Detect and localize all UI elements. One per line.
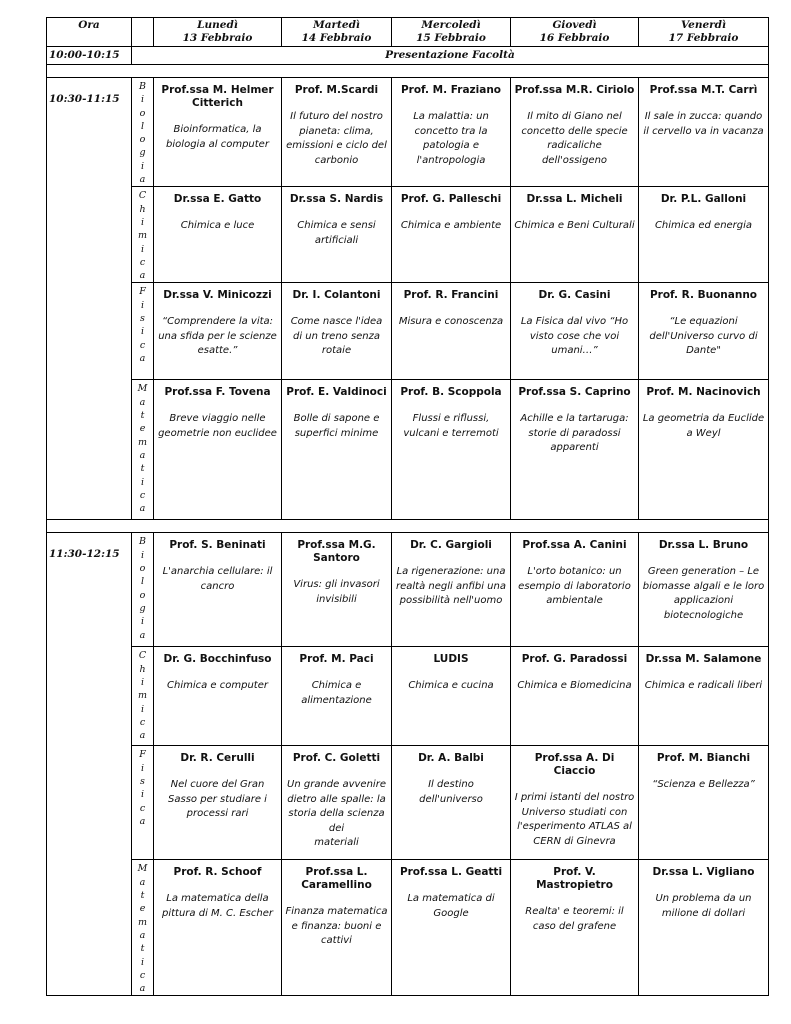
lecturer-name: Prof. R. Francini bbox=[403, 289, 499, 302]
lecture-cell bbox=[282, 860, 392, 996]
lecture-topic: Chimica ed energia bbox=[654, 220, 753, 232]
lecture-topic: Chimica e cucina bbox=[408, 680, 494, 692]
subject-letter: t bbox=[140, 890, 145, 902]
header-subject-spacer bbox=[132, 18, 154, 47]
lecture-cell bbox=[282, 380, 392, 520]
lecturer-name: Prof.ssa A. Canini bbox=[522, 539, 627, 552]
subject-letter: a bbox=[139, 449, 146, 461]
lecture-topic: “Comprendere la vita: una sfida per le scienze esatte.” bbox=[158, 316, 277, 357]
lecture-cell bbox=[154, 533, 282, 647]
lecturer-name: Prof. C. Goletti bbox=[292, 752, 381, 765]
lecture-cell bbox=[282, 533, 392, 647]
lecture-topic: Realta' e teoremi: il caso del grafene bbox=[525, 906, 624, 932]
day-name: Giovedì bbox=[552, 19, 597, 31]
schedule-row bbox=[47, 187, 769, 283]
subject-letter: h bbox=[139, 663, 146, 675]
lecturer-name: Prof.ssa S. Caprino bbox=[518, 386, 631, 399]
lecturer-name: Dr.ssa M. Salamone bbox=[645, 653, 762, 666]
lecture-cell bbox=[511, 187, 639, 283]
subject-letter: h bbox=[139, 203, 146, 215]
subject-label bbox=[132, 78, 154, 187]
subject-letter: c bbox=[139, 716, 146, 728]
lecture-cell bbox=[511, 746, 639, 860]
subject-letter: o bbox=[139, 589, 146, 601]
lecturer-name: Dr.ssa V. Minicozzi bbox=[163, 289, 272, 302]
subject-letter: a bbox=[139, 396, 146, 408]
subject-letter: m bbox=[137, 436, 147, 448]
subject-letter: i bbox=[140, 677, 145, 689]
subject-letter: a bbox=[139, 929, 146, 941]
lecture-cell bbox=[154, 746, 282, 860]
lecturer-name: Dr.ssa L. Micheli bbox=[526, 193, 623, 206]
lecture-topic: Il mito di Giano nel concetto delle specie radicaliche dell'ossigeno bbox=[521, 111, 628, 166]
lecture-cell bbox=[392, 187, 511, 283]
header-day-4 bbox=[639, 18, 769, 47]
lecture-topic: Green generation – Le biomasse algali e le loro applicazioni biotecnologiche bbox=[642, 566, 765, 621]
schedule-row bbox=[47, 78, 769, 187]
lecturer-name: Prof.ssa M.T. Carrì bbox=[649, 84, 758, 96]
subject-letter: M bbox=[137, 863, 148, 875]
lecturer-name: Prof. M. Fraziano bbox=[400, 84, 502, 96]
schedule-row bbox=[47, 380, 769, 520]
header-day-1 bbox=[282, 18, 392, 47]
slot-separator bbox=[47, 520, 769, 533]
subject-label bbox=[132, 647, 154, 746]
day-name: Martedì bbox=[313, 19, 360, 31]
slot-separator bbox=[47, 65, 769, 78]
header-ora-label: Ora bbox=[78, 19, 100, 31]
subject-letter: c bbox=[139, 489, 146, 501]
lecture-topic: Breve viaggio nelle geometrie non euclidee bbox=[158, 413, 277, 439]
subject-letter: m bbox=[137, 230, 147, 242]
lecture-cell bbox=[282, 78, 392, 187]
lecture-cell bbox=[639, 647, 769, 746]
lecturer-name: Dr.ssa S. Nardis bbox=[289, 193, 384, 206]
lecture-cell bbox=[639, 533, 769, 647]
lecture-cell bbox=[639, 860, 769, 996]
subject-letter: i bbox=[140, 94, 145, 106]
lecture-cell bbox=[282, 283, 392, 380]
subject-letter: B bbox=[139, 81, 146, 92]
day-date: 17 Febbraio bbox=[668, 32, 739, 44]
subject-letter: a bbox=[139, 174, 146, 186]
lecturer-name: Prof.ssa M. Helmer Citterich bbox=[161, 84, 274, 109]
subject-letter: a bbox=[139, 270, 146, 282]
schedule-table bbox=[46, 17, 769, 996]
day-name: Mercoledì bbox=[421, 19, 481, 31]
subject-letter: g bbox=[139, 147, 146, 159]
lecture-topic: L'anarchia cellulare: il cancro bbox=[162, 566, 273, 592]
lecture-topic: Chimica e radicali liberi bbox=[644, 680, 763, 692]
lecture-cell bbox=[639, 380, 769, 520]
lecturer-name: Dr.ssa E. Gatto bbox=[173, 193, 262, 206]
day-date: 15 Febbraio bbox=[416, 32, 486, 44]
lecture-topic: Come nasce l'idea di un treno senza rotaie bbox=[290, 316, 383, 357]
day-date: 14 Febbraio bbox=[301, 32, 372, 44]
lecturer-name: Prof. E. Valdinoci bbox=[286, 386, 387, 399]
lecture-topic: “Le equazioni dell'Universo curvo di Dante" bbox=[649, 316, 758, 357]
subject-letter: m bbox=[137, 690, 147, 702]
lecturer-name: Prof.ssa L. Geatti bbox=[399, 866, 503, 879]
subject-letter: i bbox=[140, 299, 145, 311]
subject-letter: t bbox=[140, 943, 145, 955]
lecture-topic: Bolle di sapone e superfici minime bbox=[293, 413, 380, 439]
lecturer-name: Dr. R. Cerulli bbox=[180, 752, 255, 765]
subject-letter: l bbox=[140, 120, 145, 132]
lecture-cell bbox=[392, 78, 511, 187]
lecturer-name: Prof.ssa A. Di Ciaccio bbox=[534, 752, 615, 778]
lecturer-name: Prof. G. Palleschi bbox=[400, 193, 502, 206]
lecture-topic: Un problema da un milione di dollari bbox=[655, 893, 752, 919]
lecturer-name: Prof.ssa F. Tovena bbox=[164, 386, 271, 399]
slot-separator-cell bbox=[47, 520, 769, 533]
subject-label bbox=[132, 746, 154, 860]
lecturer-name: LUDIS bbox=[433, 653, 469, 666]
lecture-cell bbox=[639, 746, 769, 860]
lecturer-name: Prof. S. Beninati bbox=[169, 539, 266, 552]
lecturer-name: Prof. R. Buonanno bbox=[649, 289, 758, 302]
lecture-cell bbox=[154, 647, 282, 746]
schedule-row bbox=[47, 283, 769, 380]
subject-letter: a bbox=[139, 815, 146, 827]
subject-letter: i bbox=[140, 476, 145, 488]
lecture-cell bbox=[511, 860, 639, 996]
lecture-cell bbox=[511, 647, 639, 746]
subject-letter: a bbox=[139, 983, 146, 995]
lecturer-name: Dr. G. Bocchinfuso bbox=[163, 653, 272, 666]
lecture-cell bbox=[392, 746, 511, 860]
subject-letter: i bbox=[140, 762, 145, 774]
lecturer-name: Prof. M. Bianchi bbox=[656, 752, 751, 765]
lecture-cell bbox=[154, 78, 282, 187]
lecture-topic: Chimica e luce bbox=[180, 220, 255, 232]
subject-letter: m bbox=[137, 916, 147, 928]
presentation-time: 10:00-10:15 bbox=[47, 47, 132, 65]
lecture-cell bbox=[282, 746, 392, 860]
lecture-cell bbox=[511, 380, 639, 520]
lecture-topic: Chimica e ambiente bbox=[400, 220, 502, 232]
lecturer-name: Prof. G. Paradossi bbox=[521, 653, 628, 666]
lecture-topic: La matematica della pittura di M. C. Escher bbox=[162, 893, 273, 919]
subject-letter: M bbox=[137, 383, 148, 395]
lecture-topic: La matematica di Google bbox=[407, 893, 495, 919]
header-day-0 bbox=[154, 18, 282, 47]
lecturer-name: Prof. R. Schoof bbox=[173, 866, 262, 879]
lecturer-name: Dr. P.L. Galloni bbox=[660, 193, 747, 206]
subject-letter: a bbox=[139, 876, 146, 888]
header-row bbox=[47, 18, 769, 47]
slot-separator-cell bbox=[47, 65, 769, 78]
subject-letter: c bbox=[139, 969, 146, 981]
subject-letter: i bbox=[140, 243, 145, 255]
subject-letter: i bbox=[140, 549, 145, 561]
subject-letter: l bbox=[140, 576, 145, 588]
subject-letter: c bbox=[139, 339, 146, 351]
lecture-cell bbox=[392, 283, 511, 380]
subject-letter: c bbox=[139, 802, 146, 814]
lecture-cell bbox=[154, 860, 282, 996]
subject-label bbox=[132, 860, 154, 996]
subject-letter: e bbox=[139, 903, 146, 915]
subject-letter: B bbox=[139, 536, 146, 548]
subject-letter: i bbox=[140, 326, 145, 338]
subject-letter: i bbox=[140, 703, 145, 715]
lecture-cell bbox=[392, 860, 511, 996]
header-day-3 bbox=[511, 18, 639, 47]
lecture-topic: Il futuro del nostro pianeta: clima, emissioni e ciclo del carbonio bbox=[286, 111, 387, 166]
lecture-cell bbox=[392, 533, 511, 647]
lecture-topic: L'orto botanico: un esempio di laboratorio ambientale bbox=[518, 566, 631, 607]
schedule-row bbox=[47, 746, 769, 860]
lecture-cell bbox=[511, 533, 639, 647]
lecturer-name: Prof. B. Scoppola bbox=[400, 386, 502, 399]
slot-time: 10:30-11:15 bbox=[47, 78, 132, 520]
subject-letter: e bbox=[139, 423, 146, 435]
subject-label bbox=[132, 187, 154, 283]
subject-letter: C bbox=[138, 190, 147, 202]
subject-letter: s bbox=[140, 776, 145, 788]
subject-letter: i bbox=[140, 616, 145, 628]
lecturer-name: Prof. V. Mastropietro bbox=[536, 866, 613, 892]
lecture-topic: Chimica e Beni Culturali bbox=[514, 220, 635, 232]
lecture-topic: La malattia: un concetto tra la patologia e l'antropologia bbox=[413, 111, 489, 166]
lecture-topic: “Scienza e Bellezza” bbox=[652, 779, 755, 791]
lecturer-name: Dr.ssa L. Vigliano bbox=[652, 866, 755, 879]
lecturer-name: Dr. C. Gargioli bbox=[410, 539, 492, 552]
lecture-topic: Bioinformatica, la biologia al computer bbox=[166, 124, 269, 150]
lecture-cell bbox=[639, 283, 769, 380]
day-date: 16 Febbraio bbox=[539, 32, 610, 44]
subject-letter: g bbox=[139, 602, 146, 614]
subject-letter: C bbox=[138, 650, 147, 662]
subject-letter: a bbox=[139, 503, 146, 515]
lecturer-name: Prof.ssa M.R. Ciriolo bbox=[514, 84, 635, 96]
day-date: 13 Febbraio bbox=[182, 32, 253, 44]
lecture-cell bbox=[511, 78, 639, 187]
subject-letter: F bbox=[139, 749, 146, 761]
subject-letter: a bbox=[139, 730, 146, 742]
presentation-label: Presentazione Facoltà bbox=[132, 47, 769, 65]
lecture-topic: Il destino dell'universo bbox=[419, 779, 483, 805]
lecturer-name: Prof. M. Nacinovich bbox=[646, 386, 761, 399]
subject-letter: t bbox=[140, 463, 145, 475]
lecturer-name: Dr.ssa L. Bruno bbox=[658, 539, 749, 552]
lecturer-name: Prof.ssa L. Caramellino bbox=[301, 866, 372, 892]
lecture-topic: Chimica e Biomedicina bbox=[517, 680, 632, 692]
lecture-cell bbox=[154, 380, 282, 520]
lecture-cell bbox=[392, 647, 511, 746]
lecture-topic: Un grande avvenire dietro alle spalle: la storia della scienza dei materiali bbox=[287, 779, 386, 849]
subject-letter: F bbox=[139, 286, 146, 298]
subject-letter: t bbox=[140, 410, 145, 422]
schedule-row bbox=[47, 860, 769, 996]
subject-letter: c bbox=[139, 256, 146, 268]
lecture-cell bbox=[511, 283, 639, 380]
lecture-topic: Misura e conoscenza bbox=[398, 316, 504, 328]
schedule-row bbox=[47, 533, 769, 647]
lecture-topic: Achille e la tartaruga: storie di paradossi apparenti bbox=[520, 413, 629, 454]
subject-letter: i bbox=[140, 160, 145, 172]
subject-label bbox=[132, 533, 154, 647]
lecture-topic: La rigenerazione: una realtà negli anfibi una possibilità nell'uomo bbox=[395, 566, 506, 607]
subject-letter: o bbox=[139, 134, 146, 146]
lecture-topic: I primi istanti del nostro Universo studiati con l'esperimento ATLAS al CERN di Ginevra bbox=[514, 792, 635, 847]
subject-letter: i bbox=[140, 956, 145, 968]
schedule-row bbox=[47, 647, 769, 746]
header-day-2 bbox=[392, 18, 511, 47]
lecturer-name: Prof. M.Scardi bbox=[294, 84, 379, 96]
subject-letter: o bbox=[139, 107, 146, 119]
lecture-cell bbox=[392, 380, 511, 520]
day-name: Venerdì bbox=[680, 19, 727, 31]
lecture-cell bbox=[154, 283, 282, 380]
lecturer-name: Dr. G. Casini bbox=[538, 289, 611, 302]
subject-label bbox=[132, 283, 154, 380]
lecture-topic: Nel cuore del Gran Sasso per studiare i processi rari bbox=[168, 779, 267, 820]
lecture-topic: Flussi e riflussi, vulcani e terremoti bbox=[403, 413, 499, 439]
subject-letter: a bbox=[139, 352, 146, 364]
lecture-topic: La geometria da Euclide a Weyl bbox=[642, 413, 765, 439]
header-ora bbox=[47, 18, 132, 47]
slot-time: 11:30-12:15 bbox=[47, 533, 132, 996]
lecture-topic: Finanza matematica e finanza: buoni e cattivi bbox=[285, 906, 388, 947]
subject-letter: i bbox=[140, 216, 145, 228]
lecture-topic: Il sale in zucca: quando il cervello va in vacanza bbox=[643, 111, 764, 137]
schedule-body bbox=[47, 47, 769, 996]
subject-letter: a bbox=[139, 629, 146, 641]
lecture-topic: Chimica e alimentazione bbox=[301, 680, 372, 706]
lecture-topic: Virus: gli invasori invisibili bbox=[293, 579, 380, 605]
lecturer-name: Dr. I. Colantoni bbox=[292, 289, 381, 302]
lecture-cell bbox=[639, 187, 769, 283]
lecture-cell bbox=[154, 187, 282, 283]
presentation-row bbox=[47, 47, 769, 65]
lecture-topic: Chimica e sensi artificiali bbox=[297, 220, 376, 246]
lecturer-name: Prof. M. Paci bbox=[299, 653, 374, 666]
subject-letter: i bbox=[140, 789, 145, 801]
lecture-cell bbox=[282, 187, 392, 283]
lecture-topic: La Fisica dal vivo “Ho visto cose che voi umani…” bbox=[520, 316, 629, 357]
lecturer-name: Prof.ssa M.G. Santoro bbox=[297, 539, 376, 565]
subject-label bbox=[132, 380, 154, 520]
lecturer-name: Dr. A. Balbi bbox=[418, 752, 484, 765]
lecture-cell bbox=[639, 78, 769, 187]
day-name: Lunedì bbox=[197, 19, 238, 31]
lecture-topic: Chimica e computer bbox=[167, 680, 268, 692]
subject-letter: o bbox=[139, 563, 146, 575]
subject-letter: s bbox=[140, 313, 145, 325]
lecture-cell bbox=[282, 647, 392, 746]
